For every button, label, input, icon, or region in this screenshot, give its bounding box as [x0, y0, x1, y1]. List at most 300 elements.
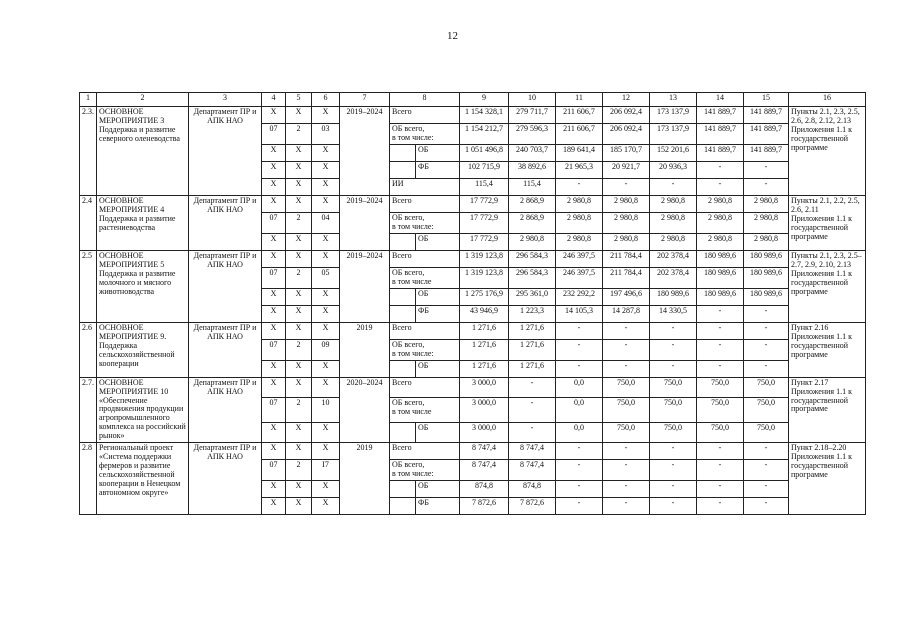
amount-cell: 115,4 [460, 178, 509, 195]
code-cell: X [286, 322, 312, 339]
amount-cell: - [744, 339, 789, 360]
column-number: 14 [697, 93, 744, 107]
code-cell: X [262, 360, 286, 377]
amount-cell: 211 784,4 [603, 250, 650, 267]
amount-cell: 21 965,3 [556, 161, 603, 178]
funding-source: ОБ всего, в том числе [390, 267, 460, 288]
item-number: 2.3. [80, 107, 97, 196]
funding-source [390, 305, 416, 322]
item-number: 2.5 [80, 250, 97, 322]
code-cell: X [286, 178, 312, 195]
amount-cell: - [650, 460, 697, 481]
code-cell: I7 [312, 460, 340, 481]
measure-name: ОСНОВНОЕ МЕРОПРИЯТИЕ 9. Поддержка сельскохозяйственной кооперации [97, 322, 189, 377]
code-cell: X [312, 107, 340, 124]
amount-cell: 141 889,7 [697, 107, 744, 124]
amount-cell: 189 641,4 [556, 144, 603, 161]
code-cell: X [312, 144, 340, 161]
amount-cell: - [697, 360, 744, 377]
funding-subsource: ФБ [416, 305, 460, 322]
amount-cell: 1 275 176,9 [460, 288, 509, 305]
code-cell: 2 [286, 267, 312, 288]
measure-name: ОСНОВНОЕ МЕРОПРИЯТИЕ 3 Поддержка и развитие северного оленеводства [97, 107, 189, 196]
amount-cell: 3 000,0 [460, 397, 509, 422]
amount-cell: 1 271,6 [509, 339, 556, 360]
amount-cell: 750,0 [697, 377, 744, 397]
code-cell: X [312, 178, 340, 195]
column-number: 8 [390, 93, 460, 107]
amount-cell: 206 092,4 [603, 124, 650, 145]
amount-cell: 295 361,0 [509, 288, 556, 305]
amount-cell: 750,0 [744, 397, 789, 422]
amount-cell: - [697, 178, 744, 195]
code-cell: X [262, 178, 286, 195]
amount-cell: - [603, 460, 650, 481]
amount-cell: - [650, 322, 697, 339]
amount-cell: 2 980,8 [509, 233, 556, 250]
amount-cell: 14 105,3 [556, 305, 603, 322]
code-cell: X [286, 377, 312, 397]
amount-cell: - [744, 498, 789, 515]
amount-cell: - [556, 360, 603, 377]
funding-source: Всего [390, 195, 460, 212]
amount-cell: 2 980,8 [650, 233, 697, 250]
funding-source [390, 481, 416, 498]
amount-cell: 1 319 123,8 [460, 267, 509, 288]
amount-cell: 17 772,9 [460, 195, 509, 212]
code-cell: X [286, 233, 312, 250]
amount-cell: 1 271,6 [460, 360, 509, 377]
column-number: 6 [312, 93, 340, 107]
column-number: 2 [97, 93, 189, 107]
code-cell: X [262, 498, 286, 515]
amount-cell: 1 223,3 [509, 305, 556, 322]
amount-cell: 2 980,8 [650, 195, 697, 212]
amount-cell: 8 747,4 [460, 460, 509, 481]
amount-cell: - [697, 161, 744, 178]
amount-cell: 750,0 [697, 397, 744, 422]
code-cell: 03 [312, 124, 340, 145]
amount-cell: 2 980,8 [697, 195, 744, 212]
amount-cell: 1 051 496,8 [460, 144, 509, 161]
amount-cell: 750,0 [744, 377, 789, 397]
amount-cell: - [603, 322, 650, 339]
code-cell: X [262, 195, 286, 212]
responsible-department: Департамент ПР и АПК НАО [189, 250, 262, 322]
funding-source [390, 360, 416, 377]
code-cell: X [312, 322, 340, 339]
amount-cell: 874,8 [509, 481, 556, 498]
funding-source: ОБ всего, в том числе: [390, 212, 460, 233]
code-cell: X [312, 422, 340, 442]
amount-cell: 296 584,3 [509, 267, 556, 288]
amount-cell: - [556, 322, 603, 339]
amount-cell: 2 980,8 [744, 233, 789, 250]
amount-cell: - [556, 178, 603, 195]
code-cell: 2 [286, 460, 312, 481]
measure-name: Региональный проект «Система поддержки фермеров и развитие сельскохозяйственной кооперации в Ненецком автономном округе» [97, 443, 189, 515]
amount-cell: 202 378,4 [650, 267, 697, 288]
amount-cell: 2 980,8 [650, 212, 697, 233]
amount-cell: 180 989,6 [744, 250, 789, 267]
amount-cell: 141 889,7 [697, 144, 744, 161]
funding-source [390, 422, 416, 442]
code-cell: 07 [262, 212, 286, 233]
code-cell: X [286, 305, 312, 322]
column-number: 1 [80, 93, 97, 107]
code-cell: X [312, 288, 340, 305]
code-cell: 2 [286, 212, 312, 233]
amount-cell: 232 292,2 [556, 288, 603, 305]
amount-cell: 8 747,4 [509, 443, 556, 460]
code-cell: X [262, 481, 286, 498]
code-cell: X [286, 195, 312, 212]
amount-cell: 7 872,6 [509, 498, 556, 515]
funding-source: Всего [390, 107, 460, 124]
funding-source [390, 144, 416, 161]
amount-cell: - [603, 498, 650, 515]
code-cell: X [312, 161, 340, 178]
amount-cell: 206 092,4 [603, 107, 650, 124]
code-cell: X [286, 481, 312, 498]
funding-source: ОБ всего, в том числе: [390, 460, 460, 481]
program-points: Пункты 2.1, 2.3, 2.5, 2.6, 2.8, 2.12, 2.13 Приложения 1.1 к государственной программе [789, 107, 866, 196]
column-number: 5 [286, 93, 312, 107]
funding-source: ИИ [390, 178, 460, 195]
amount-cell: 7 872,6 [460, 498, 509, 515]
code-cell: X [262, 288, 286, 305]
code-cell: X [286, 422, 312, 442]
item-number: 2.8 [80, 443, 97, 515]
code-cell: X [312, 195, 340, 212]
table-row [80, 322, 866, 339]
amount-cell: 211 606,7 [556, 107, 603, 124]
amount-cell: 0,0 [556, 397, 603, 422]
amount-cell: 1 154 328,1 [460, 107, 509, 124]
amount-cell: 180 989,6 [697, 250, 744, 267]
amount-cell: - [650, 360, 697, 377]
item-number: 2.7. [80, 377, 97, 443]
code-cell: X [262, 322, 286, 339]
table-row [80, 443, 866, 460]
code-cell: X [312, 233, 340, 250]
funding-subsource: ОБ [416, 481, 460, 498]
funding-source: ОБ всего, в том числе: [390, 124, 460, 145]
page-number: 12 [447, 30, 458, 42]
amount-cell: - [744, 460, 789, 481]
amount-cell: - [744, 360, 789, 377]
amount-cell: 141 889,7 [744, 124, 789, 145]
amount-cell: 197 496,6 [603, 288, 650, 305]
code-cell: X [312, 498, 340, 515]
amount-cell: 1 319 123,8 [460, 250, 509, 267]
code-cell: X [312, 377, 340, 397]
funding-subsource: ОБ [416, 360, 460, 377]
code-cell: 10 [312, 397, 340, 422]
amount-cell: - [697, 305, 744, 322]
funding-source: Всего [390, 443, 460, 460]
amount-cell: - [556, 339, 603, 360]
amount-cell: 2 980,8 [603, 195, 650, 212]
amount-cell: - [603, 481, 650, 498]
amount-cell: - [697, 443, 744, 460]
code-cell: X [312, 250, 340, 267]
amount-cell: 750,0 [650, 377, 697, 397]
code-cell: 07 [262, 460, 286, 481]
code-cell: X [286, 443, 312, 460]
responsible-department: Департамент ПР и АПК НАО [189, 443, 262, 515]
amount-cell: - [697, 460, 744, 481]
amount-cell: - [744, 481, 789, 498]
code-cell: X [312, 443, 340, 460]
program-points: Пункты 2.1, 2.3, 2.5–2.7, 2.9, 2.10, 2.13 Приложения 1.1 к государственной программе [789, 250, 866, 322]
amount-cell: 17 772,9 [460, 212, 509, 233]
amount-cell: 2 980,8 [744, 212, 789, 233]
measure-name: ОСНОВНОЕ МЕРОПРИЯТИЕ 4 Поддержка и развитие растениеводства [97, 195, 189, 250]
amount-cell: 211 784,4 [603, 267, 650, 288]
period-years: 2019 [340, 443, 390, 515]
amount-cell: - [744, 161, 789, 178]
code-cell: 04 [312, 212, 340, 233]
table-row [80, 195, 866, 212]
amount-cell: - [744, 322, 789, 339]
amount-cell: 0,0 [556, 422, 603, 442]
code-cell: X [312, 481, 340, 498]
code-cell: X [262, 144, 286, 161]
code-cell: X [262, 161, 286, 178]
code-cell: 2 [286, 124, 312, 145]
amount-cell: - [744, 305, 789, 322]
code-cell: 2 [286, 339, 312, 360]
amount-cell: 38 892,6 [509, 161, 556, 178]
amount-cell: - [697, 481, 744, 498]
funding-source: Всего [390, 322, 460, 339]
funding-subsource: ОБ [416, 288, 460, 305]
code-cell: X [286, 144, 312, 161]
amount-cell: 180 989,6 [744, 288, 789, 305]
amount-cell: 173 137,9 [650, 107, 697, 124]
amount-cell: - [556, 481, 603, 498]
amount-cell: - [650, 498, 697, 515]
amount-cell: 173 137,9 [650, 124, 697, 145]
code-cell: X [262, 233, 286, 250]
amount-cell: 279 711,7 [509, 107, 556, 124]
amount-cell: 14 330,5 [650, 305, 697, 322]
period-years: 2020–2024 [340, 377, 390, 443]
amount-cell: 20 936,3 [650, 161, 697, 178]
table-row [80, 377, 866, 397]
measure-name: ОСНОВНОЕ МЕРОПРИЯТИЕ 5 Поддержка и развитие молочного и мясного животноводства [97, 250, 189, 322]
code-cell: X [286, 161, 312, 178]
amount-cell: - [744, 443, 789, 460]
amount-cell: 2 980,8 [556, 195, 603, 212]
code-cell: X [312, 305, 340, 322]
amount-cell: 141 889,7 [697, 124, 744, 145]
funding-source: Всего [390, 377, 460, 397]
amount-cell: - [556, 443, 603, 460]
amount-cell: 0,0 [556, 377, 603, 397]
funding-source: ОБ всего, в том числе: [390, 339, 460, 360]
code-cell: X [262, 377, 286, 397]
amount-cell: 2 980,8 [697, 233, 744, 250]
amount-cell: 180 989,6 [697, 288, 744, 305]
column-number-row [80, 93, 866, 107]
amount-cell: - [556, 498, 603, 515]
program-points: Пункты 2.1, 2.2, 2.5, 2.6, 2.11 Приложения 1.1 к государственной программе [789, 195, 866, 250]
period-years: 2019 [340, 322, 390, 377]
amount-cell: 1 271,6 [460, 322, 509, 339]
amount-cell: 17 772,9 [460, 233, 509, 250]
amount-cell: 1 271,6 [509, 360, 556, 377]
amount-cell: - [509, 397, 556, 422]
amount-cell: 3 000,0 [460, 422, 509, 442]
column-number: 3 [189, 93, 262, 107]
code-cell: 07 [262, 267, 286, 288]
program-table [79, 92, 866, 515]
amount-cell: 2 980,8 [744, 195, 789, 212]
amount-cell: 296 584,3 [509, 250, 556, 267]
amount-cell: 750,0 [603, 397, 650, 422]
amount-cell: 141 889,7 [744, 107, 789, 124]
amount-cell: 750,0 [744, 422, 789, 442]
code-cell: 09 [312, 339, 340, 360]
amount-cell: - [697, 322, 744, 339]
funding-subsource: ОБ [416, 233, 460, 250]
column-number: 10 [509, 93, 556, 107]
funding-subsource: ОБ [416, 144, 460, 161]
code-cell: X [286, 107, 312, 124]
item-number: 2.4 [80, 195, 97, 250]
column-number: 4 [262, 93, 286, 107]
responsible-department: Департамент ПР и АПК НАО [189, 322, 262, 377]
code-cell: X [286, 288, 312, 305]
funding-source [390, 161, 416, 178]
funding-subsource: ФБ [416, 161, 460, 178]
amount-cell: - [650, 443, 697, 460]
amount-cell: 246 397,5 [556, 267, 603, 288]
amount-cell: 202 378,4 [650, 250, 697, 267]
amount-cell: 211 606,7 [556, 124, 603, 145]
amount-cell: 185 170,7 [603, 144, 650, 161]
amount-cell: 20 921,7 [603, 161, 650, 178]
responsible-department: Департамент ПР и АПК НАО [189, 195, 262, 250]
amount-cell: 1 154 212,7 [460, 124, 509, 145]
amount-cell: 874,8 [460, 481, 509, 498]
amount-cell: - [697, 498, 744, 515]
amount-cell: 152 201,6 [650, 144, 697, 161]
funding-subsource: ОБ [416, 422, 460, 442]
code-cell: 05 [312, 267, 340, 288]
amount-cell: 1 271,6 [460, 339, 509, 360]
funding-source [390, 288, 416, 305]
amount-cell: - [650, 339, 697, 360]
program-points: Пункт 2.17 Приложения 1.1 к государственной программе [789, 377, 866, 443]
amount-cell: - [509, 377, 556, 397]
amount-cell: 2 868,9 [509, 195, 556, 212]
amount-cell: - [650, 178, 697, 195]
amount-cell: - [509, 422, 556, 442]
amount-cell: 102 715,9 [460, 161, 509, 178]
code-cell: 07 [262, 397, 286, 422]
funding-source: Всего [390, 250, 460, 267]
code-cell: X [262, 305, 286, 322]
amount-cell: 279 596,3 [509, 124, 556, 145]
amount-cell: 750,0 [603, 377, 650, 397]
amount-cell: - [603, 178, 650, 195]
amount-cell: 750,0 [697, 422, 744, 442]
amount-cell: 246 397,5 [556, 250, 603, 267]
amount-cell: - [603, 360, 650, 377]
item-number: 2.6 [80, 322, 97, 377]
funding-source: ОБ всего, в том числе [390, 397, 460, 422]
amount-cell: - [697, 339, 744, 360]
column-number: 13 [650, 93, 697, 107]
column-number: 12 [603, 93, 650, 107]
amount-cell: 750,0 [650, 397, 697, 422]
code-cell: 2 [286, 397, 312, 422]
code-cell: 07 [262, 124, 286, 145]
period-years: 2019–2024 [340, 250, 390, 322]
code-cell: X [286, 498, 312, 515]
code-cell: X [262, 107, 286, 124]
code-cell: X [286, 250, 312, 267]
amount-cell: 180 989,6 [650, 288, 697, 305]
amount-cell: 180 989,6 [697, 267, 744, 288]
code-cell: X [262, 422, 286, 442]
code-cell: X [262, 250, 286, 267]
column-number: 16 [789, 93, 866, 107]
amount-cell: 750,0 [603, 422, 650, 442]
amount-cell: 2 980,8 [697, 212, 744, 233]
program-points: Пункт 2.18–2.20 Приложения 1.1 к государственной программе [789, 443, 866, 515]
funding-source [390, 498, 416, 515]
table-row [80, 107, 866, 124]
amount-cell: 3 000,0 [460, 377, 509, 397]
column-number: 11 [556, 93, 603, 107]
code-cell: X [286, 360, 312, 377]
amount-cell: 1 271,6 [509, 322, 556, 339]
amount-cell: 8 747,4 [509, 460, 556, 481]
amount-cell: - [650, 481, 697, 498]
amount-cell: 2 868,9 [509, 212, 556, 233]
table-row [80, 250, 866, 267]
amount-cell: - [744, 178, 789, 195]
responsible-department: Департамент ПР и АПК НАО [189, 377, 262, 443]
amount-cell: 2 980,8 [603, 212, 650, 233]
amount-cell: 2 980,8 [556, 233, 603, 250]
program-points: Пункт 2.16 Приложения 1.1 к государственной программе [789, 322, 866, 377]
amount-cell: 8 747,4 [460, 443, 509, 460]
measure-name: ОСНОВНОЕ МЕРОПРИЯТИЕ 10 «Обеспечение продвижения продукции агропромышленного комплекса на российский рынок» [97, 377, 189, 443]
amount-cell: 115,4 [509, 178, 556, 195]
amount-cell: - [556, 460, 603, 481]
funding-source [390, 233, 416, 250]
code-cell: X [262, 443, 286, 460]
responsible-department: Департамент ПР и АПК НАО [189, 107, 262, 196]
amount-cell: 14 287,8 [603, 305, 650, 322]
column-number: 9 [460, 93, 509, 107]
amount-cell: 141 889,7 [744, 144, 789, 161]
amount-cell: 240 703,7 [509, 144, 556, 161]
amount-cell: - [603, 443, 650, 460]
code-cell: X [312, 360, 340, 377]
period-years: 2019–2024 [340, 107, 390, 196]
amount-cell: - [603, 339, 650, 360]
amount-cell: 43 946,9 [460, 305, 509, 322]
amount-cell: 2 980,8 [556, 212, 603, 233]
column-number: 15 [744, 93, 789, 107]
amount-cell: 180 989,6 [744, 267, 789, 288]
